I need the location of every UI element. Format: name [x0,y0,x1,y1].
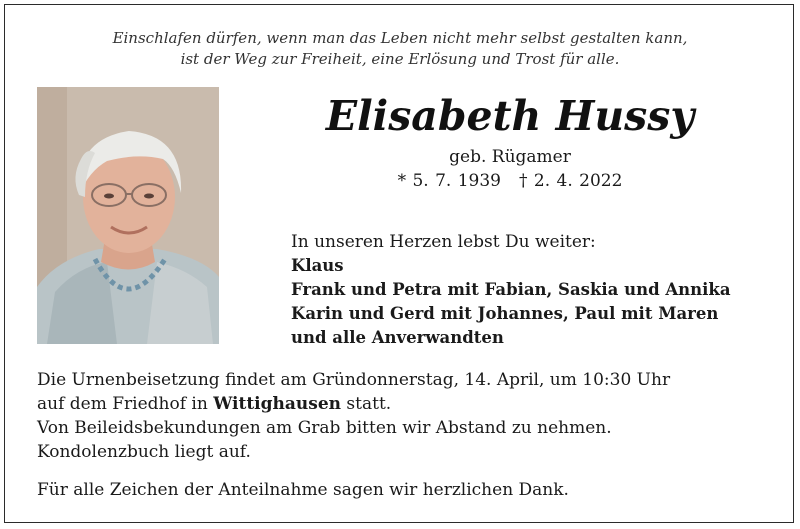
thanks-line: Für alle Zeichen der Anteilnahme sagen wir herzlichen Dank. [37,480,569,500]
burial-place-prefix: auf dem Friedhof in [37,394,214,414]
burial-place: Wittighausen [213,394,342,414]
motto-line-1: Einschlafen dürfen, wenn man das Leben nicht mehr selbst gestalten kann, [112,29,688,47]
death-date: † 2. 4. 2022 [519,171,623,191]
deceased-name: Elisabeth Hussy [325,92,695,140]
motto-line-2: ist der Weg zur Freiheit, eine Erlösung und Trost für alle. [180,50,620,68]
condolence-book-note: Kondolenzbuch liegt auf. [37,442,251,462]
portrait-photo [37,87,219,344]
family-member: und alle Anverwandten [291,328,504,347]
burial-place-suffix: statt. [341,394,392,414]
life-dates [300,170,720,192]
burial-info-line: Die Urnenbeisetzung findet am Gründonnerstag, 14. April, um 10:30 Uhr [37,370,671,390]
family-member: Frank und Petra mit Fabian, Saskia und Annika [291,280,731,299]
maiden-name: geb. Rügamer [449,147,571,167]
birth-date: * 5. 7. 1939 [397,171,501,191]
family-intro: In unseren Herzen lebst Du weiter: [291,232,596,252]
burial-place-line [37,392,777,416]
family-block [291,230,786,350]
family-member: Karin und Gerd mit Johannes, Paul mit Maren [291,304,719,323]
portrait-illustration [37,87,219,344]
family-member: Klaus [291,256,344,275]
condolence-request: Von Beileidsbekundungen am Grab bitten wir Abstand zu nehmen. [37,418,612,438]
motto-quote [0,28,800,70]
funeral-notice-text [37,368,777,502]
